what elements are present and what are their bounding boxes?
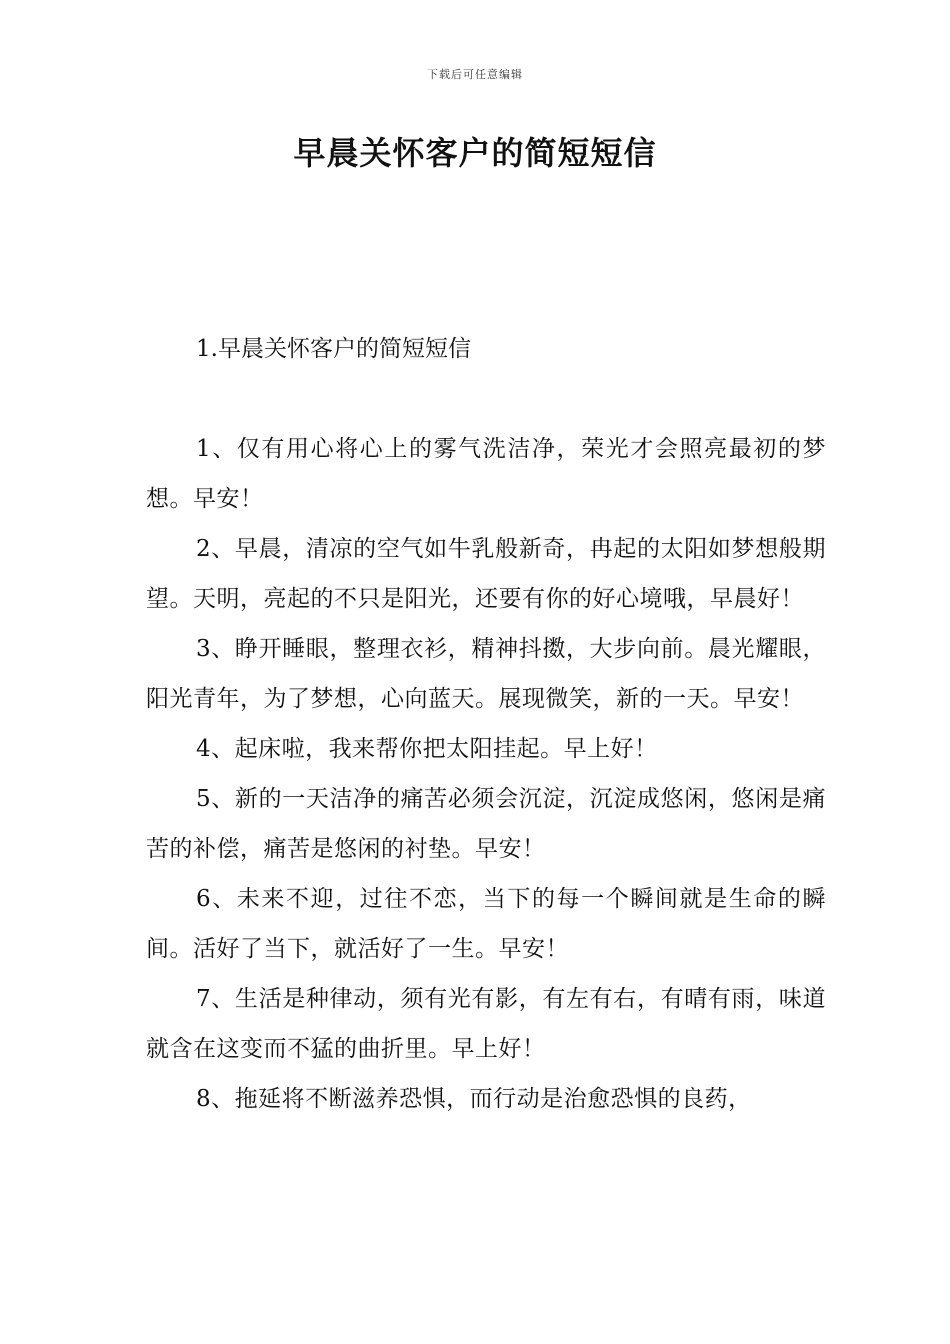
paragraph-8: 8、拖延将不断滋养恐惧，而行动是治愈恐惧的良药， xyxy=(196,1086,752,1112)
section-heading: 1.早晨关怀客户的简短短信 xyxy=(196,336,471,362)
paragraph-7: 7、生活是种律动，须有光有影，有左有右，有晴有雨，味道就含在这变而不猛的曲折里。早上好！ xyxy=(146,986,826,1062)
document-body xyxy=(146,424,826,1124)
paragraph-4: 4、起床啦，我来帮你把太阳挂起。早上好！ xyxy=(196,736,658,762)
document-title: 早晨关怀客户的简短短信 xyxy=(293,134,657,172)
paragraph-6: 6、未来不迎，过往不恋，当下的每一个瞬间就是生命的瞬间。活好了当下，就活好了一生。早安！ xyxy=(146,886,826,962)
paragraph-1: 1、仅有用心将心上的雾气洗洁净，荣光才会照亮最初的梦想。早安！ xyxy=(146,436,826,512)
header-note: 下载后可任意编辑 xyxy=(427,68,523,81)
paragraph-3: 3、睁开睡眼，整理衣衫，精神抖擞，大步向前。晨光耀眼，阳光青年，为了梦想，心向蓝天。展现微笑，新的一天。早安！ xyxy=(146,636,826,712)
paragraph-2: 2、早晨，清凉的空气如牛乳般新奇，冉起的太阳如梦想般期望。天明，亮起的不只是阳光，还要有你的好心境哦，早晨好！ xyxy=(146,536,826,612)
paragraph-5: 5、新的一天洁净的痛苦必须会沉淀，沉淀成悠闲，悠闲是痛苦的补偿，痛苦是悠闲的衬垫。早安！ xyxy=(146,786,826,862)
